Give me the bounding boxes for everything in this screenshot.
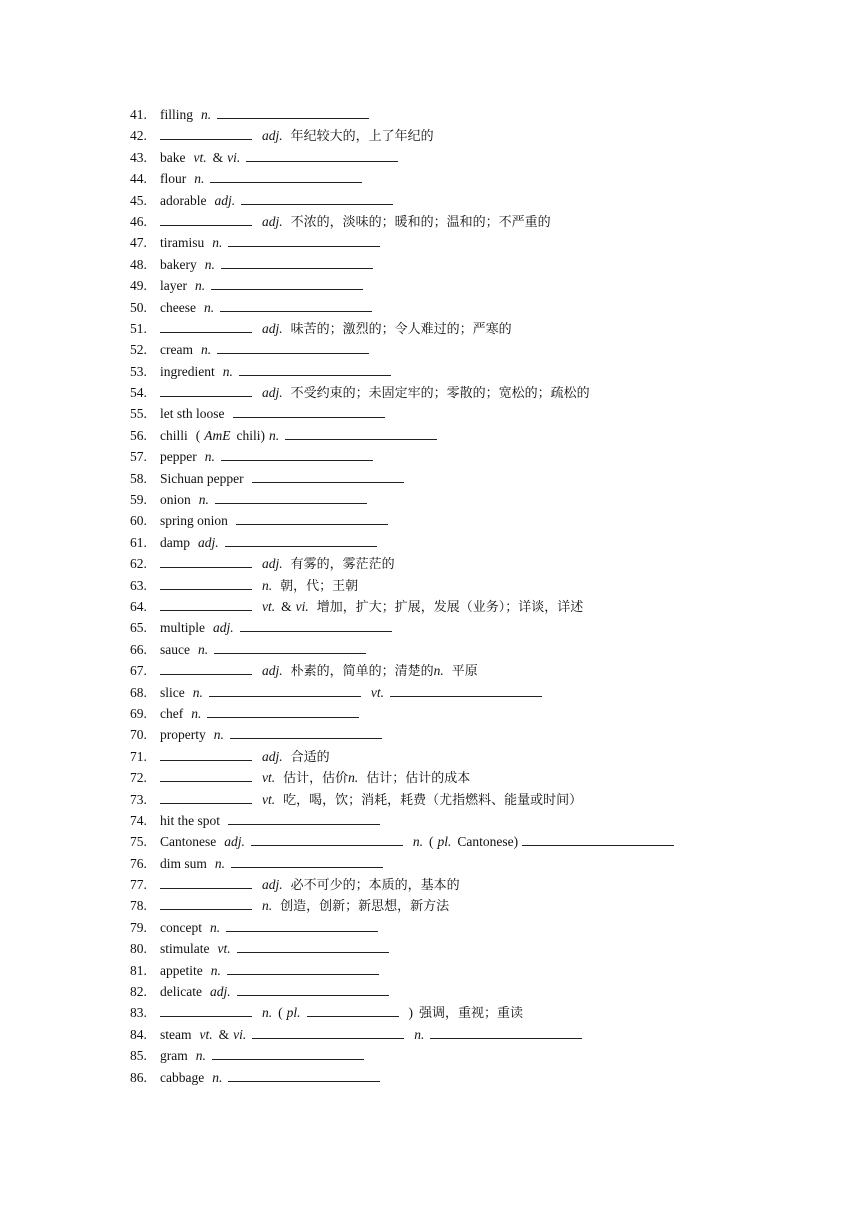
part-of-speech: n. — [204, 256, 215, 272]
answer-blank[interactable] — [160, 660, 252, 675]
vocab-entry — [130, 596, 830, 617]
vocab-entry — [130, 660, 830, 681]
entry-word: multiple — [160, 620, 205, 636]
answer-blank[interactable] — [227, 960, 379, 975]
part-of-speech: n. — [194, 278, 206, 294]
answer-blank[interactable] — [160, 1002, 252, 1017]
vocab-entry — [130, 446, 830, 467]
entry-number: 82. — [130, 984, 147, 1000]
part-of-speech: n. — [262, 577, 273, 593]
entry-number: 59. — [130, 492, 147, 508]
part-of-speech: n. — [414, 1026, 425, 1042]
vocab-entry — [130, 1045, 830, 1066]
answer-blank[interactable] — [160, 789, 252, 804]
vocabulary-list — [130, 104, 830, 1088]
answer-blank[interactable] — [160, 382, 252, 397]
answer-blank[interactable] — [160, 318, 252, 333]
part-of-speech: vt. — [262, 770, 276, 786]
part-of-speech: vt. — [370, 684, 384, 700]
entry-number: 66. — [130, 641, 147, 657]
part-of-speech: AmE — [204, 427, 231, 443]
part-of-speech: vt. — [193, 149, 207, 165]
entry-number: 68. — [130, 684, 147, 700]
entry-number: 81. — [130, 962, 147, 978]
entry-text: ( — [278, 1005, 283, 1021]
answer-blank[interactable] — [212, 1045, 364, 1060]
part-of-speech: vt. — [217, 941, 231, 957]
part-of-speech: adj. — [262, 748, 283, 764]
entry-number: 76. — [130, 855, 147, 871]
part-of-speech: vt. — [262, 791, 276, 807]
entry-number: 44. — [130, 171, 147, 187]
part-of-speech: n. — [201, 107, 212, 122]
entry-word: stimulate — [160, 941, 210, 957]
vocab-entry — [130, 938, 830, 959]
vocab-entry — [130, 553, 830, 574]
entry-number: 65. — [130, 620, 147, 636]
entry-number: 75. — [130, 834, 147, 850]
part-of-speech: n. — [214, 855, 226, 871]
entry-number: 48. — [130, 256, 147, 272]
part-of-speech: n. — [262, 898, 273, 914]
answer-blank[interactable] — [211, 275, 363, 290]
answer-blank[interactable] — [246, 147, 398, 162]
answer-blank[interactable] — [160, 596, 252, 611]
part-of-speech: n. — [269, 427, 280, 443]
entry-word: Sichuan pepper — [160, 470, 244, 486]
part-of-speech: vi. — [233, 1026, 247, 1042]
entry-text: Cantonese) — [457, 834, 519, 850]
entry-word: flour — [160, 171, 187, 187]
vocab-entry — [130, 767, 830, 788]
part-of-speech: n. — [222, 363, 233, 379]
part-of-speech: n. — [195, 1048, 206, 1064]
entry-number: 78. — [130, 898, 147, 914]
answer-blank[interactable] — [160, 575, 252, 590]
vocab-entry — [130, 147, 830, 168]
vocab-entry — [130, 468, 830, 489]
answer-blank[interactable] — [240, 617, 392, 632]
answer-blank[interactable] — [160, 767, 252, 782]
entry-text: & — [218, 1026, 230, 1042]
chinese-definition: 估计，估价 — [283, 771, 349, 787]
vocab-entry — [130, 532, 830, 553]
answer-blank[interactable] — [230, 724, 382, 739]
entry-word: onion — [160, 492, 191, 508]
vocab-entry — [130, 254, 830, 275]
entry-number: 51. — [130, 320, 147, 336]
entry-number: 43. — [130, 149, 147, 165]
answer-blank[interactable] — [252, 468, 404, 483]
entry-number: 45. — [130, 192, 147, 208]
entry-word: chilli — [160, 427, 188, 443]
part-of-speech: n. — [191, 705, 202, 721]
part-of-speech: adj. — [262, 213, 283, 229]
vocab-entry — [130, 639, 830, 660]
chinese-definition: 创造，创新；新思想，新方法 — [280, 899, 450, 915]
entry-number: 52. — [130, 342, 147, 358]
entry-number: 73. — [130, 791, 147, 807]
entry-word: property — [160, 727, 206, 743]
vocab-entry — [130, 746, 830, 767]
vocab-entry — [130, 297, 830, 318]
chinese-definition: 朝，代；王朝 — [280, 578, 359, 594]
entry-number: 47. — [130, 235, 147, 251]
entry-text: chili) — [236, 427, 265, 443]
chinese-definition: 味苦的；激烈的；令人难过的；严寒的 — [290, 321, 512, 337]
answer-blank[interactable] — [236, 510, 388, 525]
vocab-entry — [130, 981, 830, 1002]
entry-number: 67. — [130, 663, 147, 679]
entry-number: 58. — [130, 470, 147, 486]
part-of-speech: n. — [262, 1005, 273, 1021]
entry-text: ) — [408, 1005, 414, 1021]
entry-word: let sth loose — [160, 406, 225, 422]
answer-blank[interactable] — [390, 682, 542, 697]
part-of-speech: adj. — [198, 534, 219, 550]
answer-blank[interactable] — [225, 532, 377, 547]
answer-blank[interactable] — [237, 938, 389, 953]
vocab-entry — [130, 489, 830, 510]
answer-blank[interactable] — [217, 104, 369, 119]
vocab-entry — [130, 1024, 830, 1045]
part-of-speech: adj. — [262, 556, 283, 572]
vocab-entry — [130, 724, 830, 745]
vocab-entry — [130, 361, 830, 382]
entry-word: sauce — [160, 641, 190, 657]
answer-blank[interactable] — [207, 703, 359, 718]
entry-word: appetite — [160, 962, 203, 978]
entry-number: 80. — [130, 941, 147, 957]
part-of-speech: n. — [412, 834, 424, 850]
entry-number: 77. — [130, 877, 147, 893]
part-of-speech: n. — [213, 727, 224, 743]
entry-number: 53. — [130, 363, 147, 379]
vocab-entry — [130, 1067, 830, 1088]
answer-blank[interactable] — [215, 489, 367, 504]
entry-word: adorable — [160, 192, 207, 208]
part-of-speech: adj. — [213, 620, 234, 636]
vocab-entry — [130, 617, 830, 638]
entry-word: pepper — [160, 449, 197, 465]
entry-word: layer — [160, 278, 187, 294]
entry-number: 79. — [130, 919, 147, 935]
part-of-speech: pl. — [286, 1005, 301, 1021]
answer-blank[interactable] — [160, 895, 252, 910]
chinese-definition: 强调，重视；重读 — [419, 1006, 524, 1022]
answer-blank[interactable] — [285, 425, 437, 440]
vocab-entry — [130, 874, 830, 895]
answer-blank[interactable] — [522, 831, 674, 846]
part-of-speech: adj. — [224, 834, 245, 850]
entry-number: 54. — [130, 385, 147, 401]
part-of-speech: n. — [197, 641, 209, 657]
entry-text: & — [212, 149, 224, 165]
chinese-definition: 有雾的，雾茫茫的 — [290, 557, 395, 573]
entry-word: cabbage — [160, 1069, 205, 1085]
part-of-speech: adj. — [262, 385, 283, 401]
part-of-speech: vt. — [262, 598, 276, 614]
entry-word: bake — [160, 149, 186, 165]
entry-word: spring onion — [160, 513, 228, 529]
vocab-entry — [130, 190, 830, 211]
chinese-definition: 估计；估计的成本 — [366, 771, 471, 787]
answer-blank[interactable] — [241, 190, 393, 205]
vocab-entry — [130, 125, 830, 146]
chinese-definition: 不浓的，淡味的；暖和的；温和的；不严重的 — [290, 214, 551, 230]
entry-number: 60. — [130, 513, 147, 529]
entry-number: 85. — [130, 1048, 147, 1064]
answer-blank[interactable] — [231, 853, 383, 868]
entry-number: 56. — [130, 427, 147, 443]
answer-blank[interactable] — [160, 746, 252, 761]
entry-number: 55. — [130, 406, 147, 422]
entry-number: 61. — [130, 534, 147, 550]
vocab-entry — [130, 275, 830, 296]
answer-blank[interactable] — [160, 125, 252, 140]
vocab-entry — [130, 382, 830, 403]
entry-number: 64. — [130, 598, 147, 614]
answer-blank[interactable] — [217, 339, 369, 354]
part-of-speech: adj. — [262, 320, 283, 336]
entry-text: ( — [195, 427, 201, 443]
answer-blank[interactable] — [228, 810, 380, 825]
vocab-entry — [130, 853, 830, 874]
entry-word: delicate — [160, 984, 202, 1000]
entry-number: 50. — [130, 299, 147, 315]
vocab-entry — [130, 510, 830, 531]
vocab-entry — [130, 318, 830, 339]
entry-word: cream — [160, 342, 193, 358]
part-of-speech: n. — [433, 663, 444, 679]
vocab-entry — [130, 960, 830, 981]
entry-word: tiramisu — [160, 235, 205, 251]
vocab-entry — [130, 339, 830, 360]
entry-word: steam — [160, 1026, 192, 1042]
vocab-entry — [130, 682, 830, 703]
vocab-entry — [130, 575, 830, 596]
vocab-entry — [130, 917, 830, 938]
entry-word: slice — [160, 684, 185, 700]
vocab-entry — [130, 425, 830, 446]
entry-word: hit the spot — [160, 812, 220, 828]
answer-blank[interactable] — [228, 232, 380, 247]
entry-word: chef — [160, 705, 184, 721]
part-of-speech: vt. — [199, 1026, 213, 1042]
entry-number: 86. — [130, 1069, 147, 1085]
vocab-entry — [130, 810, 830, 831]
answer-blank[interactable] — [252, 1024, 404, 1039]
entry-number: 69. — [130, 705, 147, 721]
answer-blank[interactable] — [209, 682, 361, 697]
part-of-speech: n. — [194, 171, 205, 187]
answer-blank[interactable] — [233, 403, 385, 418]
answer-blank[interactable] — [307, 1002, 399, 1017]
answer-blank[interactable] — [237, 981, 389, 996]
answer-blank[interactable] — [220, 297, 372, 312]
entry-text: ( — [429, 834, 434, 850]
entry-word: damp — [160, 534, 190, 550]
entry-number: 41. — [130, 107, 147, 122]
vocab-entry — [130, 703, 830, 724]
part-of-speech: n. — [348, 770, 359, 786]
part-of-speech: n. — [209, 919, 221, 935]
entry-number: 42. — [130, 128, 147, 144]
entry-text: & — [281, 598, 292, 614]
part-of-speech: adj. — [262, 663, 283, 679]
entry-number: 83. — [130, 1005, 147, 1021]
answer-blank[interactable] — [239, 361, 391, 376]
chinese-definition: 朴素的，简单的；清楚的 — [290, 664, 434, 680]
chinese-definition: 不受约束的；未固定牢的；零散的；宽松的；疏松的 — [290, 386, 590, 402]
answer-blank[interactable] — [160, 553, 252, 568]
answer-blank[interactable] — [226, 917, 378, 932]
vocab-entry — [130, 403, 830, 424]
chinese-definition: 增加，扩大；扩展，发展（业务）；详谈，详述 — [316, 599, 584, 615]
chinese-definition: 吃，喝，饮；消耗，耗费（尤指燃料、能量或时间） — [283, 792, 583, 808]
entry-number: 49. — [130, 278, 147, 294]
vocab-entry — [130, 831, 830, 852]
entry-word: gram — [160, 1048, 188, 1064]
entry-word: filling — [160, 107, 193, 122]
part-of-speech: pl. — [437, 834, 452, 850]
part-of-speech: n. — [198, 492, 209, 508]
part-of-speech: n. — [212, 235, 223, 251]
entry-word: concept — [160, 919, 202, 935]
part-of-speech: n. — [204, 449, 215, 465]
chinese-definition: 合适的 — [290, 749, 330, 765]
vocab-entry — [130, 1002, 830, 1023]
vocab-entry — [130, 895, 830, 916]
part-of-speech: n. — [210, 962, 221, 978]
entry-number: 57. — [130, 449, 147, 465]
entry-word: ingredient — [160, 363, 215, 379]
part-of-speech: adj. — [262, 877, 283, 893]
answer-blank[interactable] — [430, 1024, 582, 1039]
vocab-entry — [130, 232, 830, 253]
entry-number: 71. — [130, 748, 147, 764]
entry-number: 72. — [130, 770, 147, 786]
answer-blank[interactable] — [160, 211, 252, 226]
entry-number: 46. — [130, 213, 147, 229]
entry-number: 70. — [130, 727, 147, 743]
part-of-speech: n. — [203, 299, 215, 315]
entry-word: dim sum — [160, 855, 207, 871]
answer-blank[interactable] — [221, 446, 373, 461]
entry-number: 74. — [130, 812, 147, 828]
part-of-speech: adj. — [209, 984, 231, 1000]
entry-word: cheese — [160, 299, 196, 315]
part-of-speech: n. — [200, 342, 212, 358]
part-of-speech: adj. — [214, 192, 236, 208]
answer-blank[interactable] — [210, 168, 362, 183]
entry-word: bakery — [160, 256, 197, 272]
part-of-speech: n. — [212, 1069, 223, 1085]
part-of-speech: adj. — [262, 128, 283, 144]
entry-number: 62. — [130, 556, 147, 572]
entry-number: 63. — [130, 577, 147, 593]
part-of-speech: n. — [192, 684, 203, 700]
part-of-speech: vi. — [227, 149, 241, 165]
vocab-entry — [130, 211, 830, 232]
answer-blank[interactable] — [228, 1067, 380, 1082]
entry-number: 84. — [130, 1026, 147, 1042]
vocab-entry — [130, 168, 830, 189]
chinese-definition: 平原 — [451, 664, 478, 680]
chinese-definition: 年纪较大的，上了年纪的 — [290, 129, 434, 145]
part-of-speech: vi. — [295, 598, 309, 614]
chinese-definition: 必不可少的；本质的，基本的 — [290, 878, 460, 894]
vocab-entry — [130, 104, 830, 125]
answer-blank[interactable] — [221, 254, 373, 269]
entry-word: Cantonese — [160, 834, 217, 850]
vocab-entry — [130, 789, 830, 810]
answer-blank[interactable] — [214, 639, 366, 654]
answer-blank[interactable] — [251, 831, 403, 846]
answer-blank[interactable] — [160, 874, 252, 889]
